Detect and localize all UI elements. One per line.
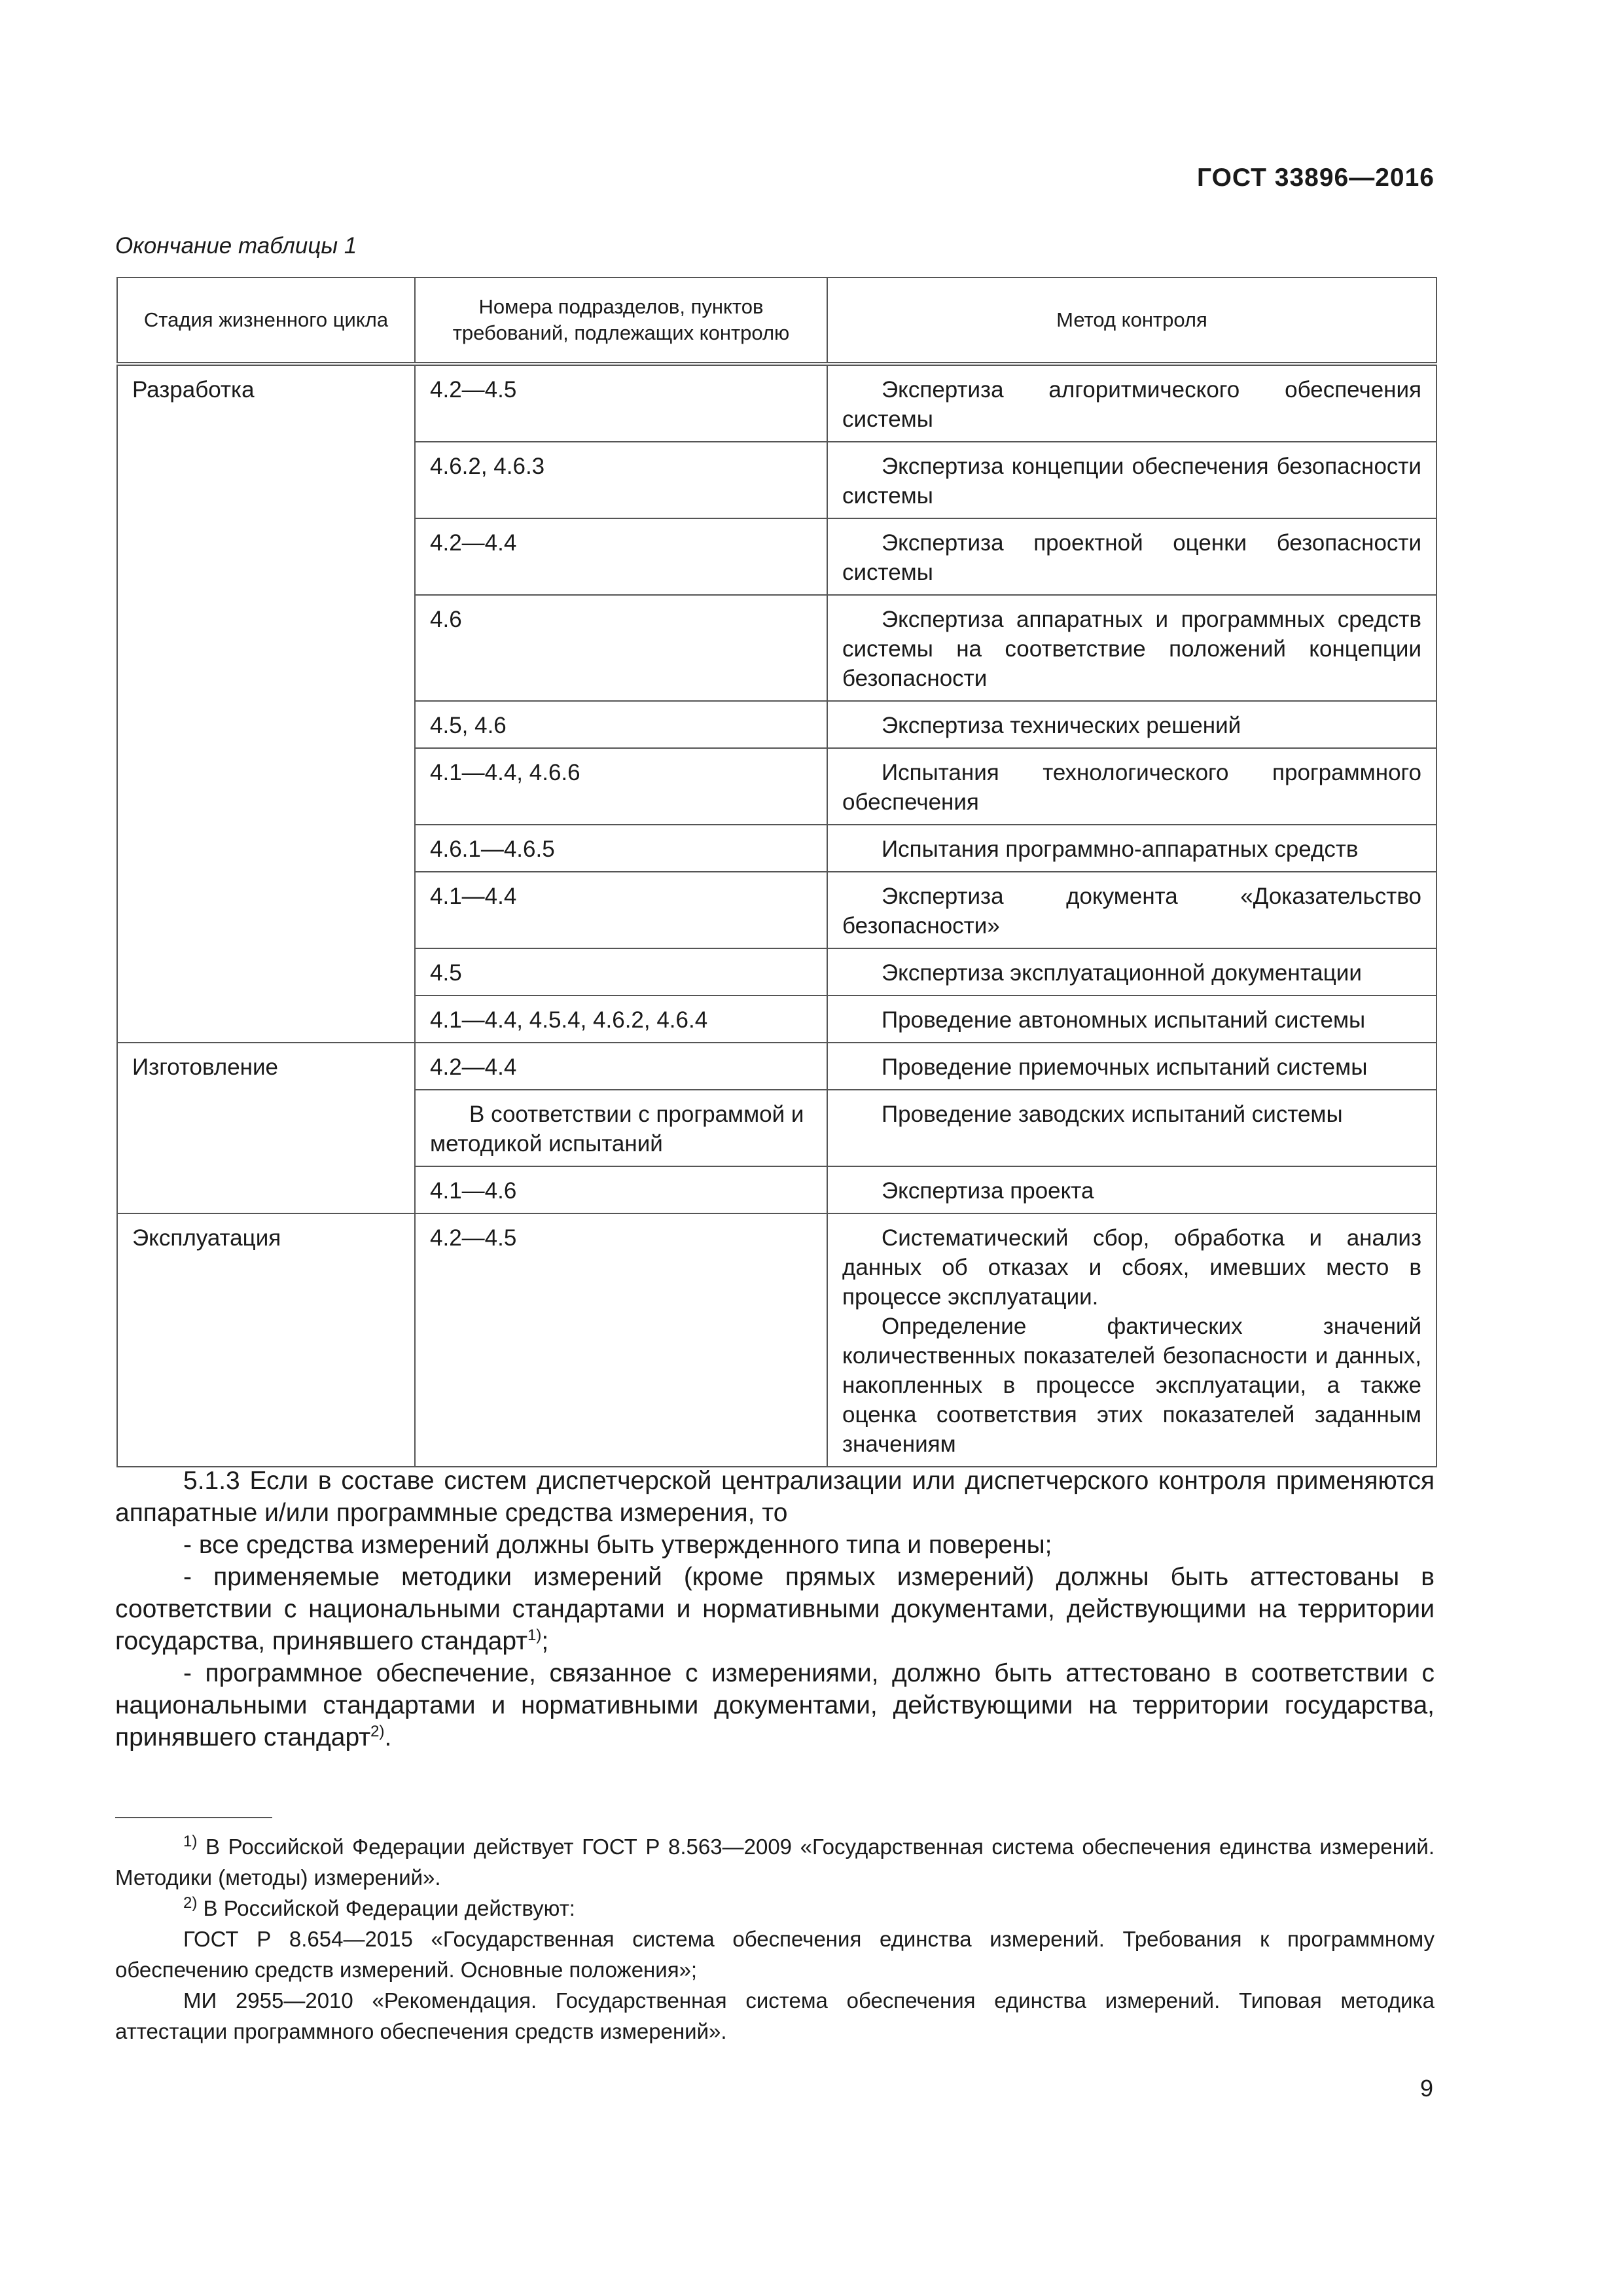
method-cell: Экспертиза эксплуатационной документации	[827, 948, 1436, 996]
stage-cell: Эксплуатация	[117, 1213, 415, 1467]
requirements-cell: 4.1—4.4, 4.6.6	[415, 748, 827, 825]
footnote-mark: 1)	[183, 1833, 198, 1850]
footnote: $^{1)}$ В Российской Федерации действует ГОСТ Р 8.563—2009 «Государственная система обеспечения единства измерений. Методики (методы) измерений».	[115, 1833, 1435, 1890]
method-cell: Экспертиза аппаратных и программных средств системы на соответствие положений концепции безопасности	[827, 595, 1436, 701]
requirements-cell: В соответствии с программой и методикой испытаний	[415, 1090, 827, 1166]
table-caption: Окончание таблицы 1	[115, 233, 357, 259]
table-row	[117, 364, 1436, 442]
footnote: $^{2)}$ В Российской Федерации действуют:	[183, 1894, 575, 1920]
table-header-row	[117, 278, 1436, 364]
method-cell: Экспертиза технических решений	[827, 701, 1436, 748]
column-header: Метод контроля	[827, 278, 1436, 364]
page-number: 9	[1419, 2075, 1433, 2102]
list-item: - применяемые методики измерений (кроме прямых измерений) должны быть аттестованы в соответствии с национальными стандартами и нормативными документами, действующими на территории государства, принявшего стандарт$^{1)}$;	[115, 1563, 1435, 1655]
list-item: - все средства измерений должны быть утвержденного типа и поверены;	[183, 1531, 1052, 1559]
table-body	[117, 364, 1436, 1467]
method-cell: Экспертиза концепции обеспечения безопасности системы	[827, 442, 1436, 518]
paragraph: 5.1.3 Если в составе систем диспетчерской централизации или диспетчерского контроля применяются аппаратные и/или программные средства измерения, то	[115, 1467, 1435, 1527]
section-5-1-3	[115, 1465, 1435, 1753]
requirements-cell: 4.5, 4.6	[415, 701, 827, 748]
footnote-divider	[115, 1817, 272, 1818]
method-cell: Проведение заводских испытаний системы	[827, 1090, 1436, 1166]
requirements-cell: 4.1—4.4	[415, 872, 827, 948]
method-cell: Испытания программно-аппаратных средств	[827, 825, 1436, 872]
stage-cell: Изготовление	[117, 1043, 415, 1213]
column-header: Номера подразделов, пунктов требований, подлежащих контролю	[415, 278, 827, 364]
method-cell: Систематический сбор, обработка и анализ данных об отказах и сбоях, имевших место в процессе эксплуатации. Определение фактических значений количественных показателей безопасности и данных, накопленных в процессе эксплуатации, а также оценка соответствия этих показателей заданным значениям	[827, 1213, 1436, 1467]
method-cell: Проведение приемочных испытаний системы	[827, 1043, 1436, 1090]
column-header: Стадия жизненного цикла	[117, 278, 415, 364]
requirements-cell: 4.6	[415, 595, 827, 701]
standard-code: ГОСТ 33896—2016	[1197, 164, 1435, 192]
requirements-cell: 4.2—4.4	[415, 1043, 827, 1090]
table-row	[117, 1213, 1436, 1467]
requirements-cell: 4.1—4.4, 4.5.4, 4.6.2, 4.6.4	[415, 996, 827, 1043]
requirements-cell: 4.5	[415, 948, 827, 996]
footnote-ref: 2)	[370, 1723, 385, 1740]
requirements-cell: 4.2—4.5	[415, 1213, 827, 1467]
method-cell: Экспертиза алгоритмического обеспечения системы	[827, 364, 1436, 442]
footnote-line: МИ 2955—2010 «Рекомендация. Государственная система обеспечения единства измерений. Типовая методика аттестации программного обеспечения средств измерений».	[115, 1988, 1435, 2043]
method-cell: Проведение автономных испытаний системы	[827, 996, 1436, 1043]
requirements-cell: 4.2—4.5	[415, 364, 827, 442]
footnote-line: ГОСТ Р 8.654—2015 «Государственная система обеспечения единства измерений. Требования к программному обеспечению средств измерений. Основные положения»;	[115, 1927, 1435, 1982]
footnotes	[115, 1831, 1435, 2047]
method-cell: Экспертиза проекта	[827, 1166, 1436, 1213]
table-row	[117, 1043, 1436, 1090]
requirements-cell: 4.2—4.4	[415, 518, 827, 595]
list-item: - программное обеспечение, связанное с измерениями, должно быть аттестовано в соответствии с национальными стандартами и нормативными документами, действующими на территории государства, принявшего стандарт$^{2)}$.	[115, 1659, 1435, 1751]
method-cell: Экспертиза документа «Доказательство безопасности»	[827, 872, 1436, 948]
requirements-cell: 4.6.1—4.6.5	[415, 825, 827, 872]
footnote-ref: 1)	[527, 1626, 542, 1644]
stage-cell: Разработка	[117, 364, 415, 1043]
method-cell: Испытания технологического программного обеспечения	[827, 748, 1436, 825]
requirements-cell: 4.6.2, 4.6.3	[415, 442, 827, 518]
requirements-cell: 4.1—4.6	[415, 1166, 827, 1213]
footnote-mark: 2)	[183, 1894, 198, 1912]
control-methods-table	[116, 277, 1437, 1467]
method-cell: Экспертиза проектной оценки безопасности системы	[827, 518, 1436, 595]
